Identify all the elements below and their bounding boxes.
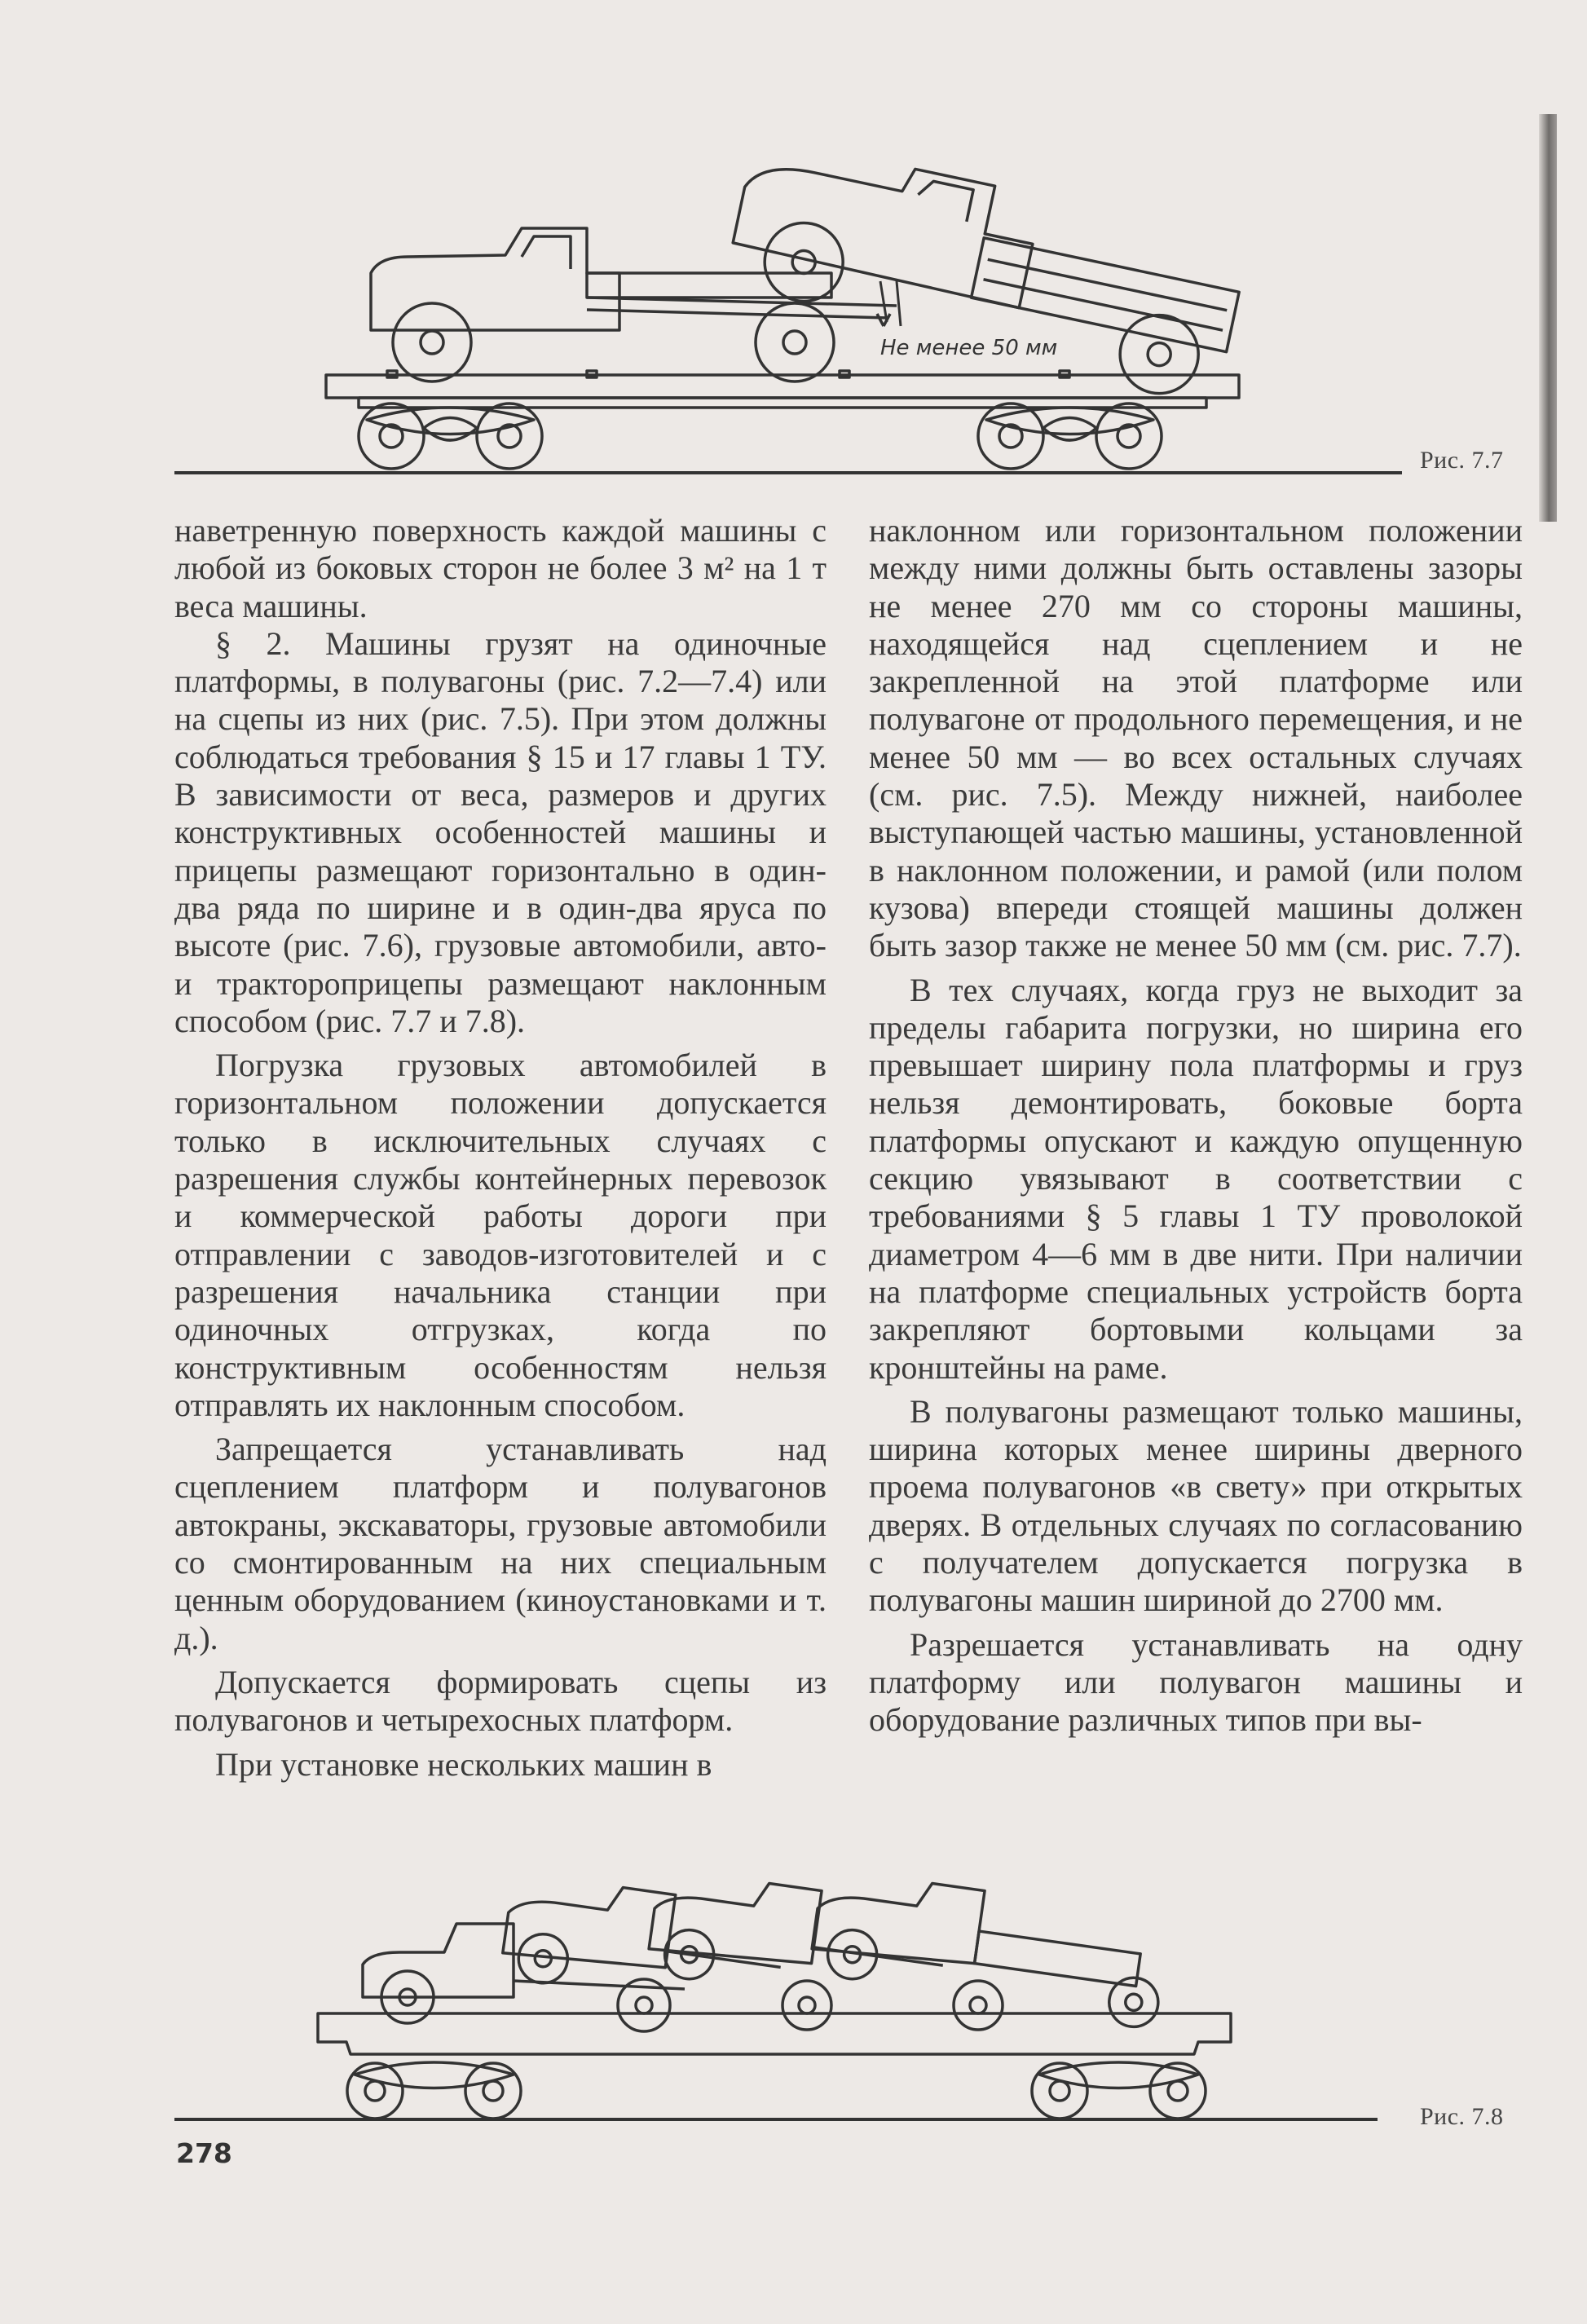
left-paragraph-5: Допускается формировать сцепы из полувагонов и четырехосных платформ. (174, 1663, 827, 1739)
fig78-truck-horizontal (363, 1924, 685, 2031)
left-paragraph-4: Запрещается устанавливать над сцеплением платформ и полувагонов автокраны, экскаваторы, грузовые автомобили со смонтированным на них специальным ценным оборудованием (киноустановками и т. д.). (174, 1431, 827, 1656)
fig78-bogie-right (1032, 2062, 1206, 2119)
right-paragraph-3: В полувагоны размещают только машины, ширина которых менее ширины дверного проема полувагонов «в свету» при открытых дверях. В отдельных случаях по согласованию с получателем допускается погрузка в полувагоны машин шириной до 2700 мм. (869, 1392, 1523, 1619)
left-paragraph-3: Погрузка грузовых автомобилей в горизонтальном положении допускается только в исключительных случаях с разрешения службы контейнерных перевозок и коммерческой работы дороги при отправлении с заводов-изготовителей и с разрешения начальника станции при одиночных отгрузках, когда по конструктивным особенностям нельзя отправлять их наклонным способом. (174, 1047, 827, 1423)
truck-inclined (721, 159, 1250, 406)
fig78-truck-inclined-1 (500, 1875, 789, 2016)
figure-7-8-caption: Рис. 7.8 (1420, 2103, 1504, 2130)
fig78-bogie-left (347, 2062, 521, 2119)
right-paragraph-2: В тех случаях, когда груз не выходит за пределы габарита погрузки, но ширина его превышает ширину пола платформы и груз нельзя демонтировать, боковые борта платформы опускают и каждую опущенную секцию увязывают в соответствии с требованиями § 5 главы 1 ТУ проволокой диаметром 4—6 мм в две нити. При наличии на платформе специальных устройств борта закрепляют бортовыми кольцами за кронштейны на раме. (869, 971, 1523, 1386)
figure-7-8-drawing (163, 1875, 1402, 2136)
left-column (174, 512, 827, 1784)
right-column (869, 512, 1523, 1740)
figure-7-7-caption: Рис. 7.7 (1420, 447, 1504, 474)
fig78-truck-inclined-3 (808, 1875, 1170, 2030)
truck-horizontal (371, 228, 897, 381)
figure-7-7-dimension-label: Не менее 50 мм (880, 336, 1058, 360)
right-paragraph-1: наклонном или горизонтальном положении между ними должны быть оставлены зазоры не менее 270 мм со стороны машины, находящейся над сцеплением и не закрепленной на этой платформе или полувагоне от продольного перемещения, и не менее 50 мм — во всех остальных случаях (см. рис. 7.5). Между нижней, наиболее выступающей частью машины, установленной в наклонном положении, и рамой (или полом кузова) впереди стоящей машины должен быть зазор также не менее 50 мм (см. рис. 7.7). (869, 512, 1523, 964)
right-paragraph-4: Разрешается устанавливать на одну платформу или полувагон машины и оборудование различных типов при вы- (869, 1625, 1523, 1739)
figure-7-7 (163, 159, 1418, 485)
bogie-right (978, 404, 1162, 469)
figure-7-8 (163, 1875, 1402, 2136)
bogie-left (359, 404, 542, 469)
fig78-truck-inclined-2 (646, 1875, 951, 2014)
figure-7-7-drawing (163, 159, 1418, 485)
left-paragraph-1: наветренную поверхность каждой машины с любой из боковых сторон не более 3 м² на 1 т веса машины. (174, 512, 827, 624)
scan-edge (1539, 114, 1557, 522)
left-paragraph-2: § 2. Машины грузят на одиночные платформы, в полувагоны (рис. 7.2—7.4) или на сцепы из них (рис. 7.5). При этом должны соблюдаться требования § 15 и 17 главы 1 ТУ. В зависимости от веса, размеров и других конструктивных особенностей машины и прицепы размещают горизонтально в один-два ряда по ширине и в один-два яруса по высоте (рис. 7.6), грузовые автомобили, авто- и тракторoприцепы размещают наклонным способом (рис. 7.7 и 7.8). (174, 624, 827, 1039)
page-number: 278 (176, 2137, 232, 2169)
left-paragraph-6: При установке нескольких машин в (215, 1745, 712, 1783)
